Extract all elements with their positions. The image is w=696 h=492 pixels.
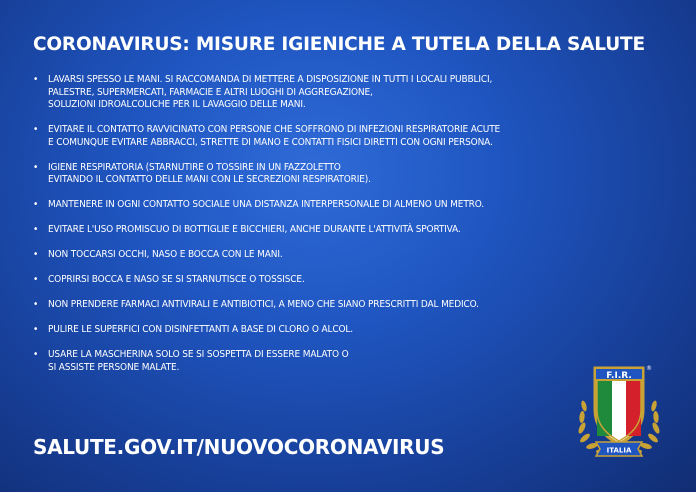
logo-top-text: F.I.R.: [606, 371, 632, 381]
measure-text: LAVARSI SPESSO LE MANI. SI RACCOMANDA DI METTERE A DISPOSIZIONE IN TUTTI I LOCALI PUBBLICI, PALESTRE, SUPERMERCATI, FARMACIE E ALTRI LUOGHI DI AGGREGAZIONE, SOLUZIONI IDROALCOLICHE PER IL LAVAGGIO DELLE MANI.: [48, 74, 493, 111]
measure-text: EVITARE L'USO PROMISCUO DI BOTTIGLIE E BICCHIERI, ANCHE DURANTE L'ATTIVITÀ SPORTIVA.: [48, 224, 461, 236]
list-item: [30, 199, 640, 212]
measure-text: COPRIRSI BOCCA E NASO SE SI STARNUTISCE O TOSSISCE.: [48, 274, 305, 286]
list-item: [30, 162, 640, 187]
measure-text: USARE LA MASCHERINA SOLO SE SI SOSPETTA DI ESSERE MALATO O SI ASSISTE PERSONE MALATE.: [48, 349, 349, 373]
measure-text: MANTENERE IN OGNI CONTATTO SOCIALE UNA DISTANZA INTERPERSONALE DI ALMENO UN METRO.: [48, 199, 484, 211]
list-item: [30, 274, 640, 287]
bullet-icon: •: [33, 224, 39, 236]
list-item: [30, 249, 640, 262]
bullet-icon: •: [33, 124, 39, 136]
bullet-icon: •: [33, 324, 39, 336]
bullet-icon: •: [33, 299, 39, 311]
list-item: [30, 299, 640, 312]
hygiene-measures-list: [30, 74, 640, 387]
list-item: [30, 349, 640, 374]
bullet-icon: •: [33, 199, 39, 211]
logo-bottom-text: ITALIA: [606, 446, 632, 455]
website-url: SALUTE.GOV.IT/NUOVOCORONAVIRUS: [33, 435, 445, 459]
measure-text: NON TOCCARSI OCCHI, NASO E BOCCA CON LE MANI.: [48, 249, 283, 261]
page-title: CORONAVIRUS: MISURE IGIENICHE A TUTELA DELLA SALUTE: [33, 34, 645, 55]
measure-text: EVITARE IL CONTATTO RAVVICINATO CON PERSONE CHE SOFFRONO DI INFEZIONI RESPIRATORIE ACUTE E COMUNQUE EVITARE ABBRACCI, STRETTE DI MANO E CONTATTI FISICI DIRETTI CON OGNI PERSONA.: [48, 124, 501, 148]
list-item: [30, 124, 640, 149]
list-item: [30, 74, 640, 112]
list-item: [30, 324, 640, 337]
bullet-icon: •: [33, 349, 39, 361]
bullet-icon: •: [33, 274, 39, 286]
fir-logo: [576, 358, 662, 462]
list-item: [30, 224, 640, 237]
bullet-icon: •: [33, 74, 39, 85]
registered-mark: ®: [646, 365, 652, 372]
bullet-icon: •: [33, 249, 39, 261]
measure-text: NON PRENDERE FARMACI ANTIVIRALI E ANTIBIOTICI, A MENO CHE SIANO PRESCRITTI DAL MEDICO.: [48, 299, 479, 311]
bullet-icon: •: [33, 161, 39, 173]
measure-text: PULIRE LE SUPERFICI CON DISINFETTANTI A BASE DI CLORO O ALCOL.: [48, 324, 353, 336]
measure-text: IGIENE RESPIRATORIA (STARNUTIRE O TOSSIRE IN UN FAZZOLETTO EVITANDO IL CONTATTO DELLE MANI CON LE SECREZIONI RESPIRATORIE).: [48, 161, 371, 186]
